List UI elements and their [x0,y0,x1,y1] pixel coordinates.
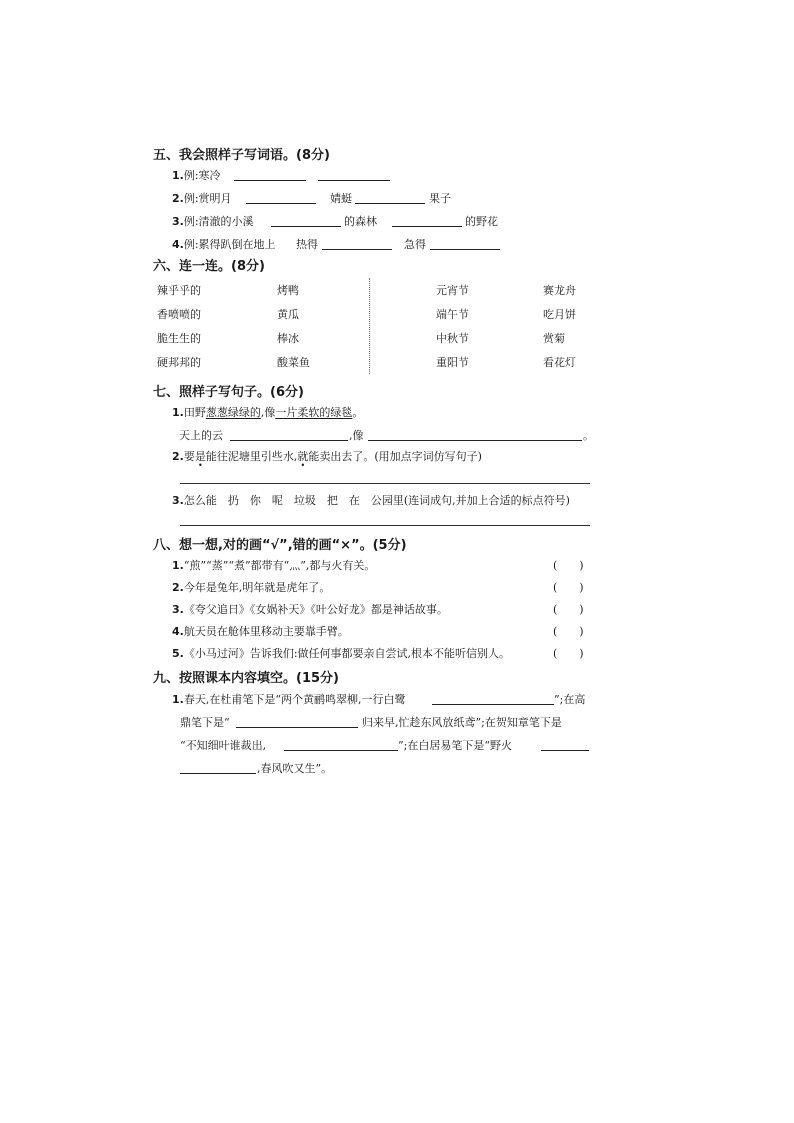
s9-blank-2[interactable] [236,727,358,728]
s6-col3-item: 中秋节 [436,332,469,345]
s6-col1-item: 硬邦邦的 [157,356,201,369]
s8-answer-box-4[interactable]: ( ) [553,625,584,638]
s5-blank-1a[interactable] [234,180,306,181]
s5-blank-4b[interactable] [430,249,500,250]
s5-item-1: 1.例:寒冷 [172,169,221,182]
s9-line-1-tail: ”;在高 [554,693,586,706]
s6-col2-item: 棒冰 [277,332,299,345]
s6-col4-item: 赛龙舟 [543,284,576,297]
s5-item-2-mid1: 婧蜓 [330,192,352,205]
s7-q1-line-pre: 天上的云 [179,429,223,442]
s8-answer-box-5[interactable]: ( ) [553,647,584,660]
s5-blank-2a[interactable] [246,203,316,204]
s6-col1-item: 辣乎乎的 [157,284,201,297]
section8-heading: 八、想一想,对的画“√”,错的画“×”。(5分) [153,538,407,553]
s9-line-1: 1.春天,在杜甫笔下是“两个黄鹂鸣翠柳,一行白鹭 [172,693,406,706]
s7-q2-dotted-2: 就 [297,450,309,463]
s7-q1-blank-b[interactable] [368,440,582,441]
s5-item-4-mid1: 热得 [296,238,318,251]
s9-line-2-tail: 归来早,忙趁东风放纸鸢”;在贺知章笔下是 [362,716,562,729]
s6-col4-item: 看花灯 [543,356,576,369]
s5-blank-2b[interactable] [355,203,425,204]
section7-heading: 七、照样子写句子。(6分) [153,385,304,400]
s7-q1-blank-a[interactable] [230,440,348,441]
s6-col3-item: 端午节 [436,308,469,321]
s8-answer-box-2[interactable]: ( ) [553,581,584,594]
s7-q1-line-mid: ,像 [349,429,364,442]
s7-q2: 2.要是能往泥塘里引些水,就能卖出去了。(用加点字词仿写句子) [172,450,482,463]
s7-q3-answer-line[interactable] [180,525,590,526]
s7-q1: 1.田野葱葱绿绿的,像一片柔软的绿毯。 [172,406,364,419]
s9-line-3-pre: “不知细叶谁裁出, [180,739,267,752]
s8-answer-box-3[interactable]: ( ) [553,603,584,616]
s6-col4-item: 赏菊 [543,332,565,345]
section6-heading: 六、连一连。(8分) [153,259,265,274]
s6-col1-item: 脆生生的 [157,332,201,345]
s7-q3: 3.怎么能 扔 你 呢 垃圾 把 在 公园里(连词成句,并加上合适的标点符号) [172,494,570,507]
s9-blank-4b[interactable] [180,773,256,774]
s9-blank-3[interactable] [284,750,398,751]
s9-line-2-pre: 鼎笔下是“ [180,716,230,729]
s5-item-3-mid2: 的野花 [465,215,498,228]
s6-col2-item: 黄瓜 [277,308,299,321]
s9-line-4: ,春风吹又生”。 [257,762,333,775]
s5-item-3: 3.例:清澈的小溪 [172,215,254,228]
s5-item-2-mid2: 果子 [429,192,451,205]
s8-item-3: 3.《夸父追日》《女娲补天》《叶公好龙》都是神话故事。 [172,603,448,616]
s5-item-4: 4.例:累得趴倒在地上 [172,238,276,251]
s7-q2-answer-line[interactable] [180,483,590,484]
s7-q1-line-end: 。 [583,429,594,442]
s6-col3-item: 元宵节 [436,284,469,297]
s8-item-2: 2.今年是兔年,明年就是虎年了。 [172,581,331,594]
s9-blank-1[interactable] [432,704,554,705]
s8-answer-box-1[interactable]: ( ) [553,559,584,572]
s6-col2-item: 烤鸭 [277,284,299,297]
s5-item-3-mid1: 的森林 [344,215,377,228]
s9-line-3-tail: ”;在白居易笔下是“野火 [398,739,512,752]
s6-col4-item: 吃月饼 [543,308,576,321]
section9-heading: 九、按照课本内容填空。(15分) [153,671,339,686]
s6-col3-item: 重阳节 [436,356,469,369]
s8-item-5: 5.《小马过河》告诉我们:做任何事都要亲自尝试,根本不能听信别人。 [172,647,511,660]
s8-item-1: 1.“煎”“蒸”“煮”都带有“灬”,都与火有关。 [172,559,376,572]
s5-item-2: 2.例:赏明月 [172,192,232,205]
section5-heading: 五、我会照样子写词语。(8分) [153,148,330,163]
s5-item-4-mid2: 急得 [404,238,426,251]
s5-blank-3a[interactable] [271,226,341,227]
s7-q1-underline-2: 一片柔软的绿毯 [275,406,353,419]
s6-divider [369,278,370,374]
s8-item-4: 4.航天员在舱体里移动主要靠手臂。 [172,625,349,638]
s7-q1-underline-1: 葱葱绿绿的 [205,406,261,419]
s6-col1-item: 香喷喷的 [157,308,201,321]
s5-blank-3b[interactable] [392,226,462,227]
s7-q2-dotted-1: 是 [194,450,206,463]
s9-blank-4a[interactable] [541,750,589,751]
s5-blank-1b[interactable] [318,180,390,181]
s6-col2-item: 酸菜鱼 [277,356,310,369]
s5-blank-4a[interactable] [322,249,392,250]
